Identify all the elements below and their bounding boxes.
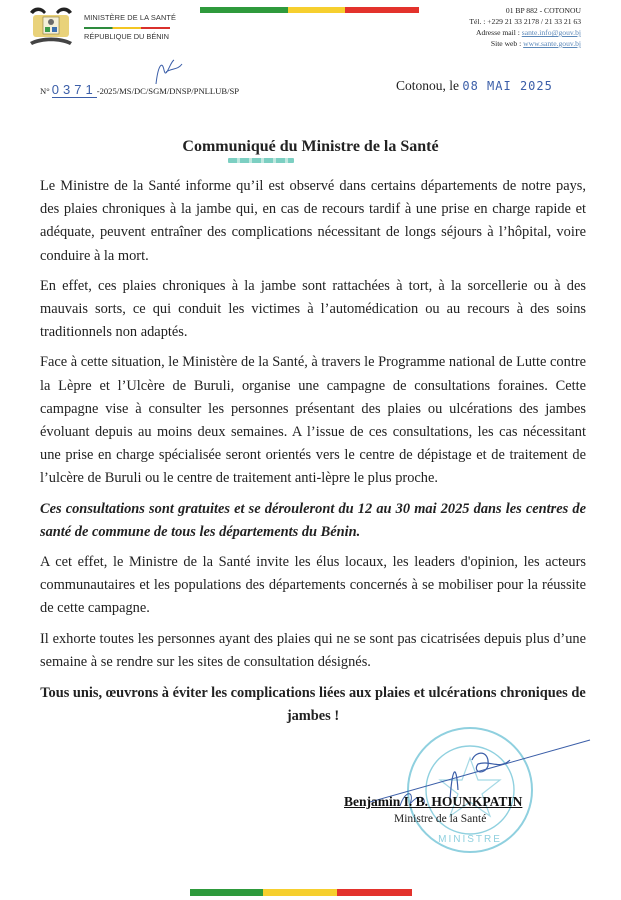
paragraph-1: Le Ministre de la Santé informe qu’il est observé dans certains départements de notre pays, des plaies chroniques à la jambe qui, en cas de recours tardif à une prise en charge rapide et adéquate, peuvent entraîner des complications nécessitant de longs séjours à l’hôpital, voire conduire à la mort. xyxy=(40,178,586,264)
ref-prefix: N° xyxy=(40,86,52,96)
communique-body xyxy=(40,175,586,681)
flag-green xyxy=(190,889,263,896)
initials-scribble-icon xyxy=(148,56,188,88)
paragraph-6: Il exhorte toutes les personnes ayant des plaies qui ne se sont pas cicatrisées depuis plus d’une semaine à se rendre sur les sites de consultation désignés. xyxy=(40,630,586,670)
signatory-title: Ministre de la Santé xyxy=(394,813,487,825)
flag-yellow xyxy=(288,7,345,13)
web-link[interactable]: www.sante.gouv.bj xyxy=(523,39,581,48)
title-ornament xyxy=(228,158,294,163)
reference-number xyxy=(40,82,239,97)
document-title: Communiqué du Ministre de la Santé xyxy=(182,138,439,155)
ref-suffix: -2025/MS/DC/SGM/DNSP/PNLLUB/SP xyxy=(96,86,240,96)
coat-of-arms-icon xyxy=(26,4,76,48)
closing-statement: Tous unis, œuvrons à éviter les complications liées aux plaies et ulcérations chroniques de jambes ! xyxy=(40,685,586,724)
paragraph-3: Face à cette situation, le Ministère de la Santé, à travers le Programme national de Lutte contre la Lèpre et l’Ulcère de Buruli, organise une campagne de consultations foraines. Cette campagne vise à consulter les personnes présentant des plaies ou ulcérations des jambes évoluant depuis au moins deux semaines. A l’issue de ces consultations, les cas nécessitant une prise en charge spécialisée seront orientés vers le centre de dépistage et de traitement de l’ulcère de Buruli ou le centre de traitement anti-lèpre le plus proche. xyxy=(40,354,586,487)
date-stamp: 08 MAI 2025 xyxy=(462,79,553,93)
flag-band-top xyxy=(200,7,419,13)
paragraph-2: En effet, ces plaies chroniques à la jambe sont rattachées à tort, à la sorcellerie ou à des mauvais sorts, ce qui conduit les victimes à l’automédication ou au recours à des soins traditionnels non adaptés. xyxy=(40,277,586,341)
flag-green xyxy=(200,7,288,13)
republic-name: RÉPUBLIQUE DU BÉNIN xyxy=(84,32,170,41)
po-box: 01 BP 882 - COTONOU xyxy=(505,6,581,15)
paragraph-highlight-dates: Ces consultations sont gratuites et se dérouleront du 12 au 30 mai 2025 dans les centres de santé de commune de tous les départements du Bénin. xyxy=(40,500,586,540)
ref-number-stamp: 0371 xyxy=(51,82,97,97)
date-place: Cotonou, le xyxy=(396,78,463,93)
svg-text:MINISTRE: MINISTRE xyxy=(438,834,502,845)
email-line xyxy=(469,27,581,38)
web-label: Site web : xyxy=(490,39,524,48)
flag-band-bottom xyxy=(190,889,412,896)
flag-red xyxy=(337,889,412,896)
telephone: Tél. : +229 21 33 2178 / 21 33 21 63 xyxy=(469,17,581,26)
signatory-name: Benjamin I. B. HOUNKPATIN xyxy=(344,794,523,809)
email-link[interactable]: sante.info@gouv.bj xyxy=(521,28,581,37)
contact-block xyxy=(469,5,581,49)
paragraph-5: A cet effet, le Ministre de la Santé invite les élus locaux, les leaders d'opinion, les acteurs communautaires et les populations des départements concernés à se mobiliser pour la réussite de cette campagne. xyxy=(40,554,586,617)
tricolor-divider xyxy=(84,27,170,29)
flag-red xyxy=(345,7,419,13)
flag-yellow xyxy=(263,889,336,896)
ministry-name: MINISTÈRE DE LA SANTÉ xyxy=(84,13,177,22)
web-line xyxy=(469,38,581,49)
email-label: Adresse mail : xyxy=(476,28,522,37)
date-line xyxy=(396,78,553,94)
